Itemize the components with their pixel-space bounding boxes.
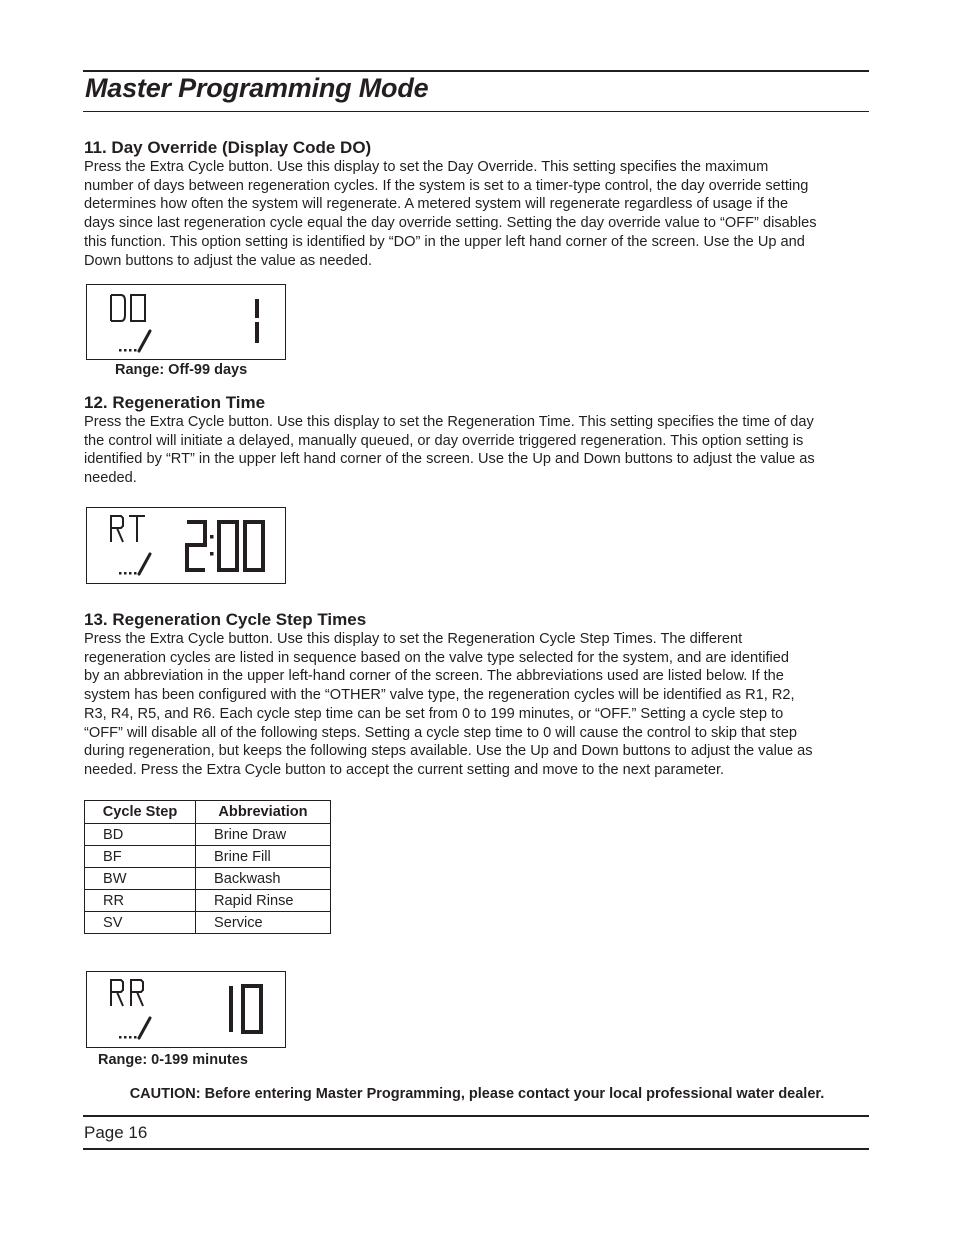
body-line: R3, R4, R5, and R6. Each cycle step time can be set from 0 to 199 minutes, or “OFF.” Setting a cycle step to [84,705,784,722]
section-body-cycle-step-times [84,630,874,780]
section-body-day-override [84,158,874,270]
body-line: this function. This option setting is identified by “DO” in the upper left hand corner of the screen. Use the Up and [84,233,805,250]
section-body-regeneration-time [84,413,874,488]
section-heading-day-override: 11. Day Override (Display Code DO) [84,138,372,157]
page-number: Page 16 [84,1123,148,1142]
lcd-display-day-override [86,284,286,360]
table-row [85,824,331,846]
body-line: identified by “RT” in the upper left hand corner of the screen. Use the Up and Down buttons to adjust the value as [84,451,815,468]
body-line: Down buttons to adjust the value as needed. [84,252,373,269]
footer-top-rule [83,1115,869,1117]
table-row [85,890,331,912]
table-row [85,912,331,934]
column-header-cycle-step: Cycle Step [85,801,196,824]
cycle-step-cell: SV [85,912,196,934]
column-header-abbreviation: Abbreviation [196,801,331,824]
cycle-step-cell: BF [85,846,196,868]
abbreviation-cell: Brine Draw [196,824,331,846]
lcd-segment-graphic [87,972,287,1049]
cycle-step-cell: RR [85,890,196,912]
title-rule [83,111,869,112]
body-line: system has been configured with the “OTHER” valve type, the regeneration cycles will be identified as R1, R2, [84,687,795,704]
lcd-display-regeneration-time [86,507,286,584]
table-row [85,846,331,868]
lcd-segment-graphic [87,508,287,585]
body-line: determines how often the system will regenerate. A metered system will regenerate regardless of usage if the [84,196,789,213]
body-line: regeneration cycles are listed in sequence based on the valve type selected for the system, and are identified [84,649,789,666]
body-line: needed. Press the Extra Cycle button to accept the current setting and move to the next parameter. [84,761,725,778]
body-line: number of days between regeneration cycles. If the system is set to a timer-type control, the day override setting [84,177,809,194]
table-row [85,868,331,890]
page-title: Master Programming Mode [85,73,429,103]
footer-bottom-rule [83,1148,869,1150]
table-header-row [85,801,331,824]
caution-note: CAUTION: Before entering Master Programming, please contact your local professional water dealer. [129,1086,825,1102]
section-heading-cycle-step-times: 13. Regeneration Cycle Step Times [84,610,367,629]
range-caption-day-override: Range: Off-99 days [115,362,248,378]
body-line: needed. [84,470,137,487]
body-line: Press the Extra Cycle button. Use this display to set the Regeneration Time. This setting specifies the time of day [84,414,814,430]
lcd-display-rapid-rinse [86,971,286,1048]
abbreviation-cell: Backwash [196,868,331,890]
abbreviation-cell: Rapid Rinse [196,890,331,912]
cycle-step-table [84,800,331,934]
abbreviation-cell: Service [196,912,331,934]
section-heading-regeneration-time: 12. Regeneration Time [84,393,266,412]
body-line: by an abbreviation in the upper left-hand corner of the screen. The abbreviations used are listed below. If the [84,668,784,685]
body-line: during regeneration, but keeps the following steps available. Use the Up and Down buttons to adjust the value as [84,743,813,760]
body-line: the control will initiate a delayed, manually queued, or day override triggered regeneration. This option setting is [84,432,804,449]
body-line: days since last regeneration cycle equal the day override setting. Setting the day override value to “OFF” disables [84,215,817,232]
top-rule [83,70,869,72]
cycle-step-cell: BD [85,824,196,846]
abbreviation-cell: Brine Fill [196,846,331,868]
body-line: “OFF” will disable all of the following steps. Setting a cycle step time to 0 will cause the control to skip that step [84,724,797,741]
range-caption-cycle-step: Range: 0-199 minutes [98,1052,248,1068]
body-line: Press the Extra Cycle button. Use this display to set the Regeneration Cycle Step Times. The different [84,631,743,647]
cycle-step-cell: BW [85,868,196,890]
lcd-segment-graphic [87,285,287,361]
body-line: Press the Extra Cycle button. Use this display to set the Day Override. This setting specifies the maximum [84,159,769,175]
